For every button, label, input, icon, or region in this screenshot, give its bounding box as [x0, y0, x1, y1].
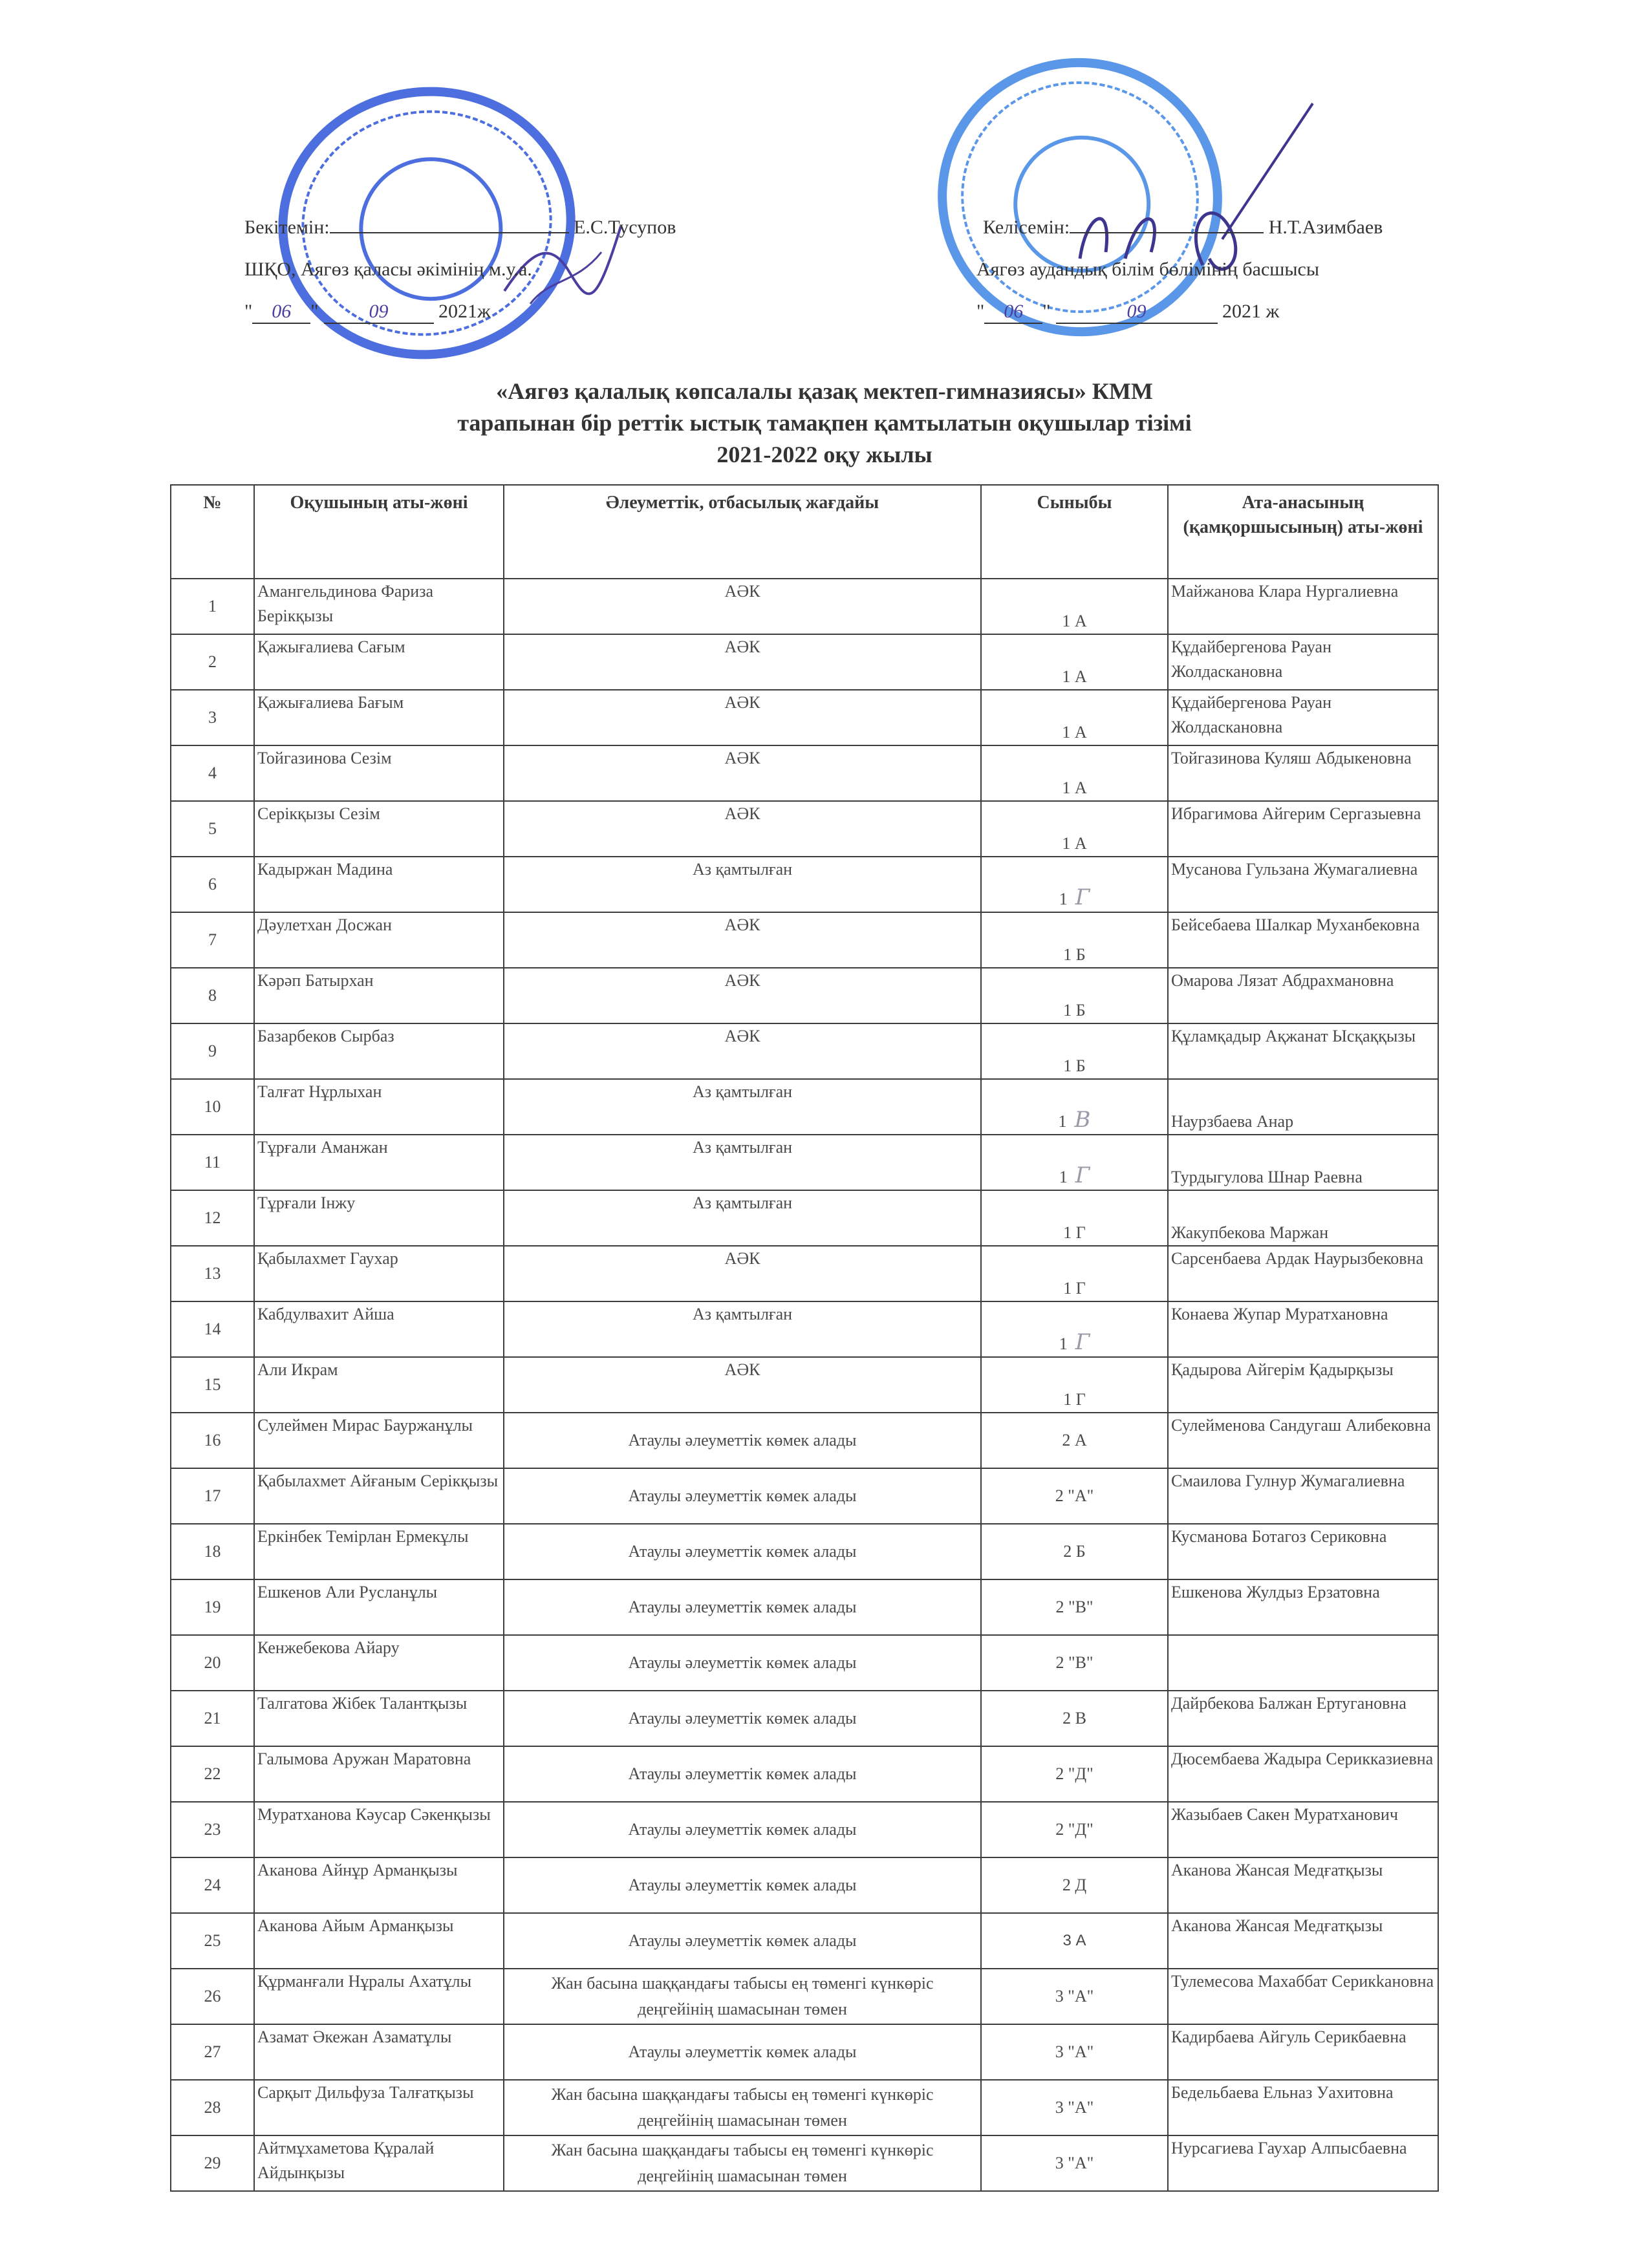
approver-name: Е.С.Тусупов — [574, 217, 676, 238]
row-number: 29 — [171, 2135, 254, 2191]
row-number: 26 — [171, 1969, 254, 2024]
student-name: Қабылахмет Айғаным Серікқызы — [254, 1468, 504, 1524]
social-status: Аз қамтылған — [504, 857, 981, 912]
parent-name: Кусманова Ботагоз Сериковна — [1168, 1524, 1438, 1579]
student-name: Кенжебекова Айару — [254, 1635, 504, 1691]
header-parent-name: Ата-анасының (қамқоршысының) аты-жөні — [1168, 485, 1438, 579]
parent-name: Құдайбергенова Рауан Жолдаскановна — [1168, 690, 1438, 745]
row-number: 28 — [171, 2080, 254, 2135]
parent-name: Ибрагимова Айгерим Сергазыевна — [1168, 801, 1438, 857]
class-value: 2 "В" — [1055, 1598, 1094, 1616]
table-row — [171, 745, 1438, 801]
row-number: 2 — [171, 634, 254, 690]
signature-line — [1070, 232, 1264, 233]
student-name: Азамат Әкежан Азаматұлы — [254, 2024, 504, 2080]
approval-right — [983, 217, 1383, 239]
class-cell — [981, 745, 1168, 801]
handwritten-class-letter: Г — [1075, 884, 1090, 910]
parent-name: Смаилова Гулнур Жумагалиевна — [1168, 1468, 1438, 1524]
row-number: 22 — [171, 1746, 254, 1802]
table-row — [171, 1190, 1438, 1246]
table-row — [171, 1135, 1438, 1190]
table-row — [171, 857, 1438, 912]
class-value: 1 Б — [1063, 1001, 1086, 1020]
class-value: 1 Г — [1063, 1279, 1086, 1298]
class-value: 2 "В" — [1055, 1653, 1094, 1672]
class-cell — [981, 1413, 1168, 1468]
social-status: Атаулы әлеуметтік көмек алады — [504, 1413, 981, 1468]
parent-name — [1168, 1635, 1438, 1691]
parent-name: Турдыгулова Шнар Раевна — [1168, 1135, 1438, 1190]
student-name: Аканова Айнұр Арманқызы — [254, 1857, 504, 1913]
table-body — [171, 579, 1438, 2191]
row-number: 9 — [171, 1023, 254, 1079]
class-cell — [981, 801, 1168, 857]
table-row — [171, 1524, 1438, 1579]
class-cell — [981, 1023, 1168, 1079]
row-number: 5 — [171, 801, 254, 857]
parent-name: Құдайбергенова Рауан Жолдаскановна — [1168, 634, 1438, 690]
row-number: 13 — [171, 1246, 254, 1301]
class-cell — [981, 1857, 1168, 1913]
class-value: 1 Б — [1063, 1056, 1086, 1075]
class-value: 1 А — [1062, 723, 1087, 742]
social-status: АӘК — [504, 968, 981, 1023]
handwritten-class-letter: Г — [1075, 1162, 1090, 1188]
students-table — [170, 484, 1439, 2192]
parent-name: Құламқадыр Ақжанат Ысқаққызы — [1168, 1023, 1438, 1079]
class-value: 1 — [1059, 890, 1068, 908]
class-cell — [981, 912, 1168, 968]
class-cell — [981, 1301, 1168, 1357]
row-number: 16 — [171, 1413, 254, 1468]
student-name: Талғат Нұрлыхан — [254, 1079, 504, 1135]
parent-name: Дюсембаева Жадыра Серикказиевна — [1168, 1746, 1438, 1802]
row-number: 19 — [171, 1579, 254, 1635]
student-name: Серікқызы Сезім — [254, 801, 504, 857]
social-status: Атаулы әлеуметтік көмек алады — [504, 1802, 981, 1857]
student-name: Кәрәп Батырхан — [254, 968, 504, 1023]
social-status: АӘК — [504, 579, 981, 634]
row-number: 7 — [171, 912, 254, 968]
row-number: 15 — [171, 1357, 254, 1413]
student-name: Қабылахмет Гаухар — [254, 1246, 504, 1301]
class-cell — [981, 1746, 1168, 1802]
row-number: 6 — [171, 857, 254, 912]
document-title-line1: «Аягөз қалалық көпсалалы қазақ мектеп-гимназиясы» КММ — [496, 378, 1153, 404]
row-number: 20 — [171, 1635, 254, 1691]
parent-name: Аканова Жансая Медғатқызы — [1168, 1913, 1438, 1969]
date-year: 2021 ж — [1222, 301, 1280, 322]
class-value: 1 А — [1062, 778, 1087, 797]
student-name: Қажығалиева Сағым — [254, 634, 504, 690]
table-row — [171, 1413, 1438, 1468]
parent-name: Дайрбекова Балжан Ертугановна — [1168, 1691, 1438, 1746]
date-day: 06 — [252, 301, 310, 324]
social-status: Атаулы әлеуметтік көмек алады — [504, 1691, 981, 1746]
approver-position: ШҚО, Аягөз қаласы әкімінің м.у.а. — [244, 259, 532, 280]
table-row — [171, 801, 1438, 857]
table-row — [171, 2024, 1438, 2080]
class-cell — [981, 1468, 1168, 1524]
social-status: АӘК — [504, 1246, 981, 1301]
header-number: № — [171, 485, 254, 579]
class-value: 2 "Д" — [1055, 1820, 1094, 1839]
row-number: 17 — [171, 1468, 254, 1524]
class-cell — [981, 2080, 1168, 2135]
row-number: 27 — [171, 2024, 254, 2080]
table-row — [171, 1357, 1438, 1413]
table-row — [171, 1746, 1438, 1802]
table-row — [171, 1468, 1438, 1524]
parent-name: Бедельбаева Ельназ Уахитовна — [1168, 2080, 1438, 2135]
date-year: 2021ж — [438, 301, 491, 322]
class-value: 1 — [1059, 1168, 1068, 1186]
parent-name: Нурсагиева Гаухар Алпысбаевна — [1168, 2135, 1438, 2191]
row-number: 3 — [171, 690, 254, 745]
handwritten-class-letter: Г — [1075, 1329, 1090, 1355]
student-name: Талгатова Жібек Талантқызы — [254, 1691, 504, 1746]
social-status: Аз қамтылған — [504, 1079, 981, 1135]
student-name: Сулеймен Мирас Бауржанұлы — [254, 1413, 504, 1468]
class-cell — [981, 634, 1168, 690]
table-row — [171, 1023, 1438, 1079]
header-student-name: Оқушының аты-жөні — [254, 485, 504, 579]
social-status: АӘК — [504, 912, 981, 968]
date-day: 06 — [984, 301, 1042, 324]
class-value: 2 В — [1062, 1709, 1086, 1728]
parent-name: Сулейменова Сандугаш Алибековна — [1168, 1413, 1438, 1468]
row-number: 24 — [171, 1857, 254, 1913]
parent-name: Сарсенбаева Ардак Наурызбековна — [1168, 1246, 1438, 1301]
agree-label: Келісемін: — [983, 217, 1070, 238]
agreer-position: Аягөз аудандық білім бөлімінің басшысы — [976, 259, 1319, 280]
student-name: Амангельдинова Фариза Берікқызы — [254, 579, 504, 634]
row-number: 10 — [171, 1079, 254, 1135]
parent-name: Жакупбекова Маржан — [1168, 1190, 1438, 1246]
class-value: 3 "А" — [1055, 1987, 1094, 2006]
parent-name: Наурзбаева Анар — [1168, 1079, 1438, 1135]
class-cell — [981, 690, 1168, 745]
class-value: 2 А — [1062, 1431, 1087, 1450]
row-number: 14 — [171, 1301, 254, 1357]
parent-name: Тулемесова Махаббат Серикkановна — [1168, 1969, 1438, 2024]
approval-date-left: " 06 " 09 2021ж — [244, 301, 491, 324]
header-class: Сыныбы — [981, 485, 1168, 579]
handwritten-class-letter: В — [1074, 1107, 1091, 1133]
table-row — [171, 1579, 1438, 1635]
row-number: 18 — [171, 1524, 254, 1579]
student-name: Галымова Аружан Маратовна — [254, 1746, 504, 1802]
table-row — [171, 1301, 1438, 1357]
header-social-status: Әлеуметтік, отбасылық жағдайы — [504, 485, 981, 579]
parent-name: Конаева Жупар Муратхановна — [1168, 1301, 1438, 1357]
student-name: Тұрғали Інжу — [254, 1190, 504, 1246]
class-value: 2 Б — [1063, 1542, 1086, 1561]
table-row — [171, 1246, 1438, 1301]
parent-name: Қадырова Айгерім Қадырқызы — [1168, 1357, 1438, 1413]
table-row — [171, 1802, 1438, 1857]
class-cell — [981, 1579, 1168, 1635]
class-cell — [981, 1246, 1168, 1301]
document-title-line3: 2021-2022 оқу жылы — [717, 442, 932, 467]
date-quote: " — [244, 301, 253, 322]
class-value: 1 — [1058, 1112, 1067, 1131]
parent-name: Аканова Жансая Медғатқызы — [1168, 1857, 1438, 1913]
student-name: Айтмұхаметова Құралай Айдынқызы — [254, 2135, 504, 2191]
table-row — [171, 1857, 1438, 1913]
student-name: Тойгазинова Сезім — [254, 745, 504, 801]
social-status: Атаулы әлеуметтік көмек алады — [504, 1579, 981, 1635]
table-row — [171, 1913, 1438, 1969]
date-quote: " — [976, 301, 985, 322]
class-cell — [981, 857, 1168, 912]
class-value: 1 Г — [1063, 1223, 1086, 1242]
class-value: 1 — [1059, 1334, 1068, 1353]
social-status: Атаулы әлеуметтік көмек алады — [504, 1746, 981, 1802]
class-cell — [981, 1969, 1168, 2024]
social-status: Атаулы әлеуметтік көмек алады — [504, 1468, 981, 1524]
social-status: АӘК — [504, 1357, 981, 1413]
table-row — [171, 968, 1438, 1023]
class-cell — [981, 1135, 1168, 1190]
table-row — [171, 1969, 1438, 2024]
social-status: АӘК — [504, 801, 981, 857]
class-cell — [981, 1802, 1168, 1857]
row-number: 23 — [171, 1802, 254, 1857]
class-value: 1 Б — [1063, 945, 1086, 964]
row-number: 11 — [171, 1135, 254, 1190]
row-number: 4 — [171, 745, 254, 801]
class-value: 3 "А" — [1055, 2154, 1094, 2172]
parent-name: Бейсебаева Шалкар Муханбековна — [1168, 912, 1438, 968]
class-cell — [981, 1635, 1168, 1691]
social-status: Атаулы әлеуметтік көмек алады — [504, 1857, 981, 1913]
parent-name: Тойгазинова Куляш Абдыкеновна — [1168, 745, 1438, 801]
class-cell — [981, 1691, 1168, 1746]
parent-name: Жазыбаев Сакен Муратханович — [1168, 1802, 1438, 1857]
class-value: 2 "Д" — [1055, 1764, 1094, 1783]
class-cell — [981, 2135, 1168, 2191]
table-row — [171, 1079, 1438, 1135]
parent-name: Кадирбаева Айгуль Серикбаевна — [1168, 2024, 1438, 2080]
table-row — [171, 690, 1438, 745]
class-value: 3 А — [1062, 1932, 1086, 1949]
class-cell — [981, 968, 1168, 1023]
social-status: АӘК — [504, 745, 981, 801]
table-row — [171, 579, 1438, 634]
social-status: Атаулы әлеуметтік көмек алады — [504, 2024, 981, 2080]
table-header-row — [171, 485, 1438, 579]
parent-name: Ешкенова Жулдыз Ерзатовна — [1168, 1579, 1438, 1635]
class-cell — [981, 1524, 1168, 1579]
row-number: 25 — [171, 1913, 254, 1969]
social-status: Аз қамтылған — [504, 1190, 981, 1246]
table-row — [171, 1635, 1438, 1691]
student-name: Ешкенов Али Русланұлы — [254, 1579, 504, 1635]
class-cell — [981, 1913, 1168, 1969]
class-cell — [981, 1190, 1168, 1246]
social-status: Атаулы әлеуметтік көмек алады — [504, 1635, 981, 1691]
class-value: 3 "А" — [1055, 2098, 1094, 2117]
social-status: Жан басына шаққандағы табысы ең төменгі күнкөріс деңгейінің шамасынан төмен — [504, 1969, 981, 2024]
student-name: Сарқыт Дильфуза Талғатқызы — [254, 2080, 504, 2135]
class-value: 1 Г — [1063, 1390, 1086, 1409]
approval-date-right: " 06 " 09 2021 ж — [976, 301, 1279, 324]
social-status: АӘК — [504, 1023, 981, 1079]
social-status: Атаулы әлеуметтік көмек алады — [504, 1913, 981, 1969]
row-number: 8 — [171, 968, 254, 1023]
class-cell — [981, 1079, 1168, 1135]
student-name: Еркінбек Темірлан Ермекұлы — [254, 1524, 504, 1579]
student-name: Тұрғали Аманжан — [254, 1135, 504, 1190]
student-name: Аканова Айым Арманқызы — [254, 1913, 504, 1969]
document-title-line2: тарапынан бір реттік ыстық тамақпен қамтылатын оқушылар тізімі — [457, 410, 1192, 436]
parent-name: Омарова Лязат Абдрахмановна — [1168, 968, 1438, 1023]
approval-left — [244, 217, 676, 239]
student-name: Кабдулвахит Айша — [254, 1301, 504, 1357]
social-status: Жан басына шаққандағы табысы ең төменгі күнкөріс деңгейінің шамасынан төмен — [504, 2080, 981, 2135]
class-value: 1 А — [1062, 667, 1087, 686]
class-cell — [981, 2024, 1168, 2080]
student-name: Базарбеков Сырбаз — [254, 1023, 504, 1079]
student-name: Али Икрам — [254, 1357, 504, 1413]
class-value: 3 "А" — [1055, 2042, 1094, 2061]
social-status: АӘК — [504, 690, 981, 745]
social-status: Атаулы әлеуметтік көмек алады — [504, 1524, 981, 1579]
student-name: Қажығалиева Бағым — [254, 690, 504, 745]
class-cell — [981, 1357, 1168, 1413]
social-status: АӘК — [504, 634, 981, 690]
signature-line — [330, 232, 569, 233]
parent-name: Майжанова Клара Нургалиевна — [1168, 579, 1438, 634]
date-month: 09 — [324, 301, 434, 324]
agreer-name: Н.Т.Азимбаев — [1268, 217, 1383, 238]
approve-label: Бекітемін: — [244, 217, 330, 238]
class-value: 1 А — [1062, 834, 1087, 853]
class-value: 1 А — [1062, 612, 1087, 630]
class-value: 2 "А" — [1055, 1486, 1094, 1505]
student-name: Муратханова Кәусар Сәкенқызы — [254, 1802, 504, 1857]
table-row — [171, 1691, 1438, 1746]
date-month: 09 — [1056, 301, 1218, 324]
row-number: 1 — [171, 579, 254, 634]
class-cell — [981, 579, 1168, 634]
parent-name: Мусанова Гульзана Жумагалиевна — [1168, 857, 1438, 912]
social-status: Аз қамтылған — [504, 1301, 981, 1357]
table-row — [171, 2080, 1438, 2135]
social-status: Аз қамтылған — [504, 1135, 981, 1190]
student-name: Кадыржан Мадина — [254, 857, 504, 912]
student-name: Құрманғали Нұралы Ахатұлы — [254, 1969, 504, 2024]
student-name: Дәулетхан Досжан — [254, 912, 504, 968]
table-row — [171, 912, 1438, 968]
row-number: 21 — [171, 1691, 254, 1746]
row-number: 12 — [171, 1190, 254, 1246]
class-value: 2 Д — [1062, 1876, 1087, 1894]
social-status: Жан басына шаққандағы табысы ең төменгі күнкөріс деңгейінің шамасынан төмен — [504, 2135, 981, 2191]
table-row — [171, 634, 1438, 690]
table-row — [171, 2135, 1438, 2191]
